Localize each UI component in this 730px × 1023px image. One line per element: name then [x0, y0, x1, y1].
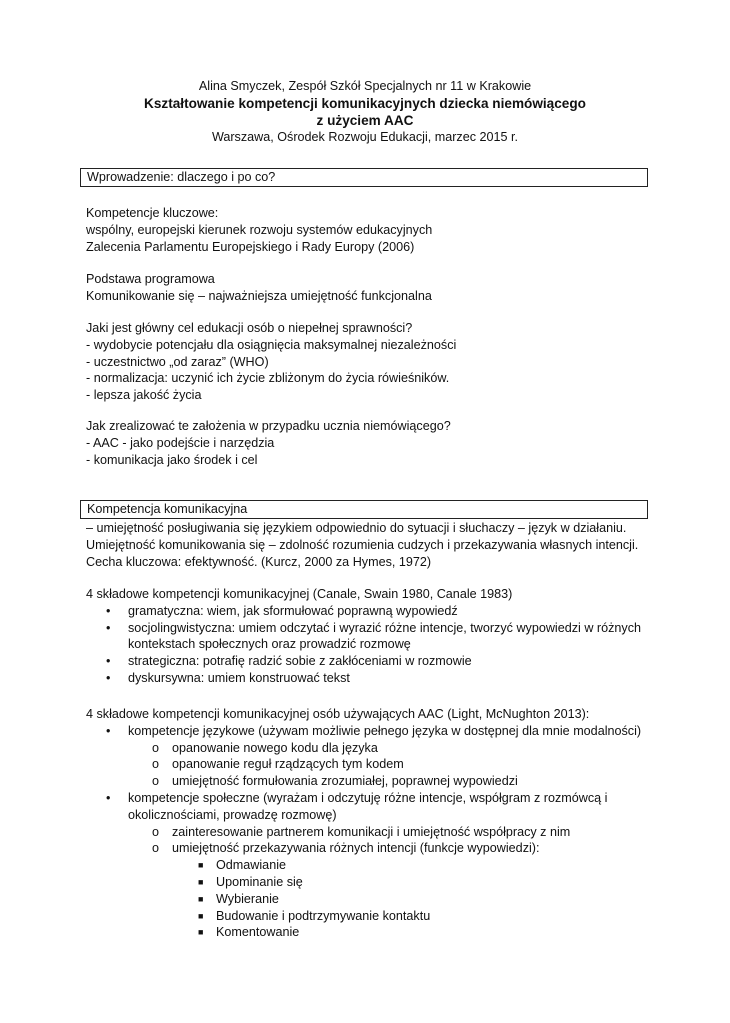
list-item-continued: kontekstach społecznych oraz prowadzić rozmowę — [128, 637, 411, 652]
document-header — [0, 78, 730, 146]
bullet-marker: • — [106, 670, 111, 685]
realization-paragraph — [86, 418, 676, 468]
function-item: ■ Odmawianie — [198, 858, 286, 873]
square-marker: ■ — [198, 927, 204, 938]
aac-components — [86, 706, 676, 941]
aac-list — [86, 723, 676, 941]
bullet-marker: • — [106, 620, 111, 635]
circle-marker: o — [152, 824, 160, 839]
square-marker: ■ — [198, 910, 204, 921]
circle-marker: o — [152, 757, 160, 772]
education-goal-paragraph — [86, 320, 676, 404]
list-item: • strategiczna: potrafię radzić sobie z zakłóceniami w rozmowie — [106, 654, 472, 669]
square-marker: ■ — [198, 893, 204, 904]
circle-marker: o — [152, 774, 160, 789]
section-heading-communicative-competence: Kompetencja komunikacyjna — [80, 500, 648, 519]
list-item: • socjolingwistyczna: umiem odczytać i wyrazić różne intencje, tworzyć wypowiedzi w różnych — [106, 620, 642, 635]
paragraph-line: Jaki jest główny cel edukacji osób o niepełnej sprawności? — [86, 321, 413, 335]
bullet-marker: • — [106, 654, 111, 669]
sub-list-item: o zainteresowanie partnerem komunikacji i umiejętność współpracy z nim — [152, 824, 571, 839]
paragraph-line: Umiejętność komunikowania się – zdolność rozumienia cudzych i przekazywania własnych intencji. — [86, 537, 639, 552]
paragraph-line: - AAC - jako podejście i narzędzia — [86, 435, 275, 450]
canale-components — [86, 586, 676, 687]
paragraph-line: – umiejętność posługiwania się językiem odpowiednio do sytuacji i słuchaczy – język w działaniu. — [86, 521, 627, 535]
square-marker: ■ — [198, 860, 204, 871]
curriculum-paragraph — [86, 271, 676, 305]
list-item: • gramatyczna: wiem, jak sformułować poprawną wypowiedź — [106, 603, 458, 618]
sub-list-item: o umiejętność przekazywania różnych intencji (funkcje wypowiedzi): — [152, 841, 540, 856]
paragraph-line: - wydobycie potencjału dla osiągnięcia maksymalnej niezależności — [86, 337, 457, 352]
paragraph-line: - uczestnictwo „od zaraz” (WHO) — [86, 354, 269, 369]
paragraph-line: wspólny, europejski kierunek rozwoju systemów edukacyjnych — [86, 222, 433, 237]
paragraph-line: - komunikacja jako środek i cel — [86, 452, 258, 467]
list-item: • dyskursywna: umiem konstruować tekst — [106, 670, 350, 685]
function-item: ■ Komentowanie — [198, 925, 300, 940]
circle-marker: o — [152, 841, 160, 856]
paragraph-line: Zalecenia Parlamentu Europejskiego i Rady Europy (2006) — [86, 239, 415, 254]
function-item: ■ Wybieranie — [198, 891, 279, 906]
list-title: 4 składowe kompetencji komunikacyjnej osób używających AAC (Light, McNughton 2013): — [86, 707, 590, 721]
paragraph-line: Cecha kluczowa: efektywność. (Kurcz, 2000 za Hymes, 1972) — [86, 554, 432, 569]
paragraph-line: Jak zrealizować te założenia w przypadku ucznia niemówiącego? — [86, 419, 451, 433]
function-item: ■ Upominanie się — [198, 874, 303, 889]
paragraph-line: Komunikowanie się – najważniejsza umiejętność funkcjonalna — [86, 288, 432, 303]
section-heading-introduction: Wprowadzenie: dlaczego i po co? — [80, 168, 648, 187]
sub-list-item: o opanowanie nowego kodu dla języka — [152, 740, 378, 755]
paragraph-line: Kompetencje kluczowe: — [86, 206, 219, 220]
document-title: Kształtowanie kompetencji komunikacyjnych dziecka niemówiącego — [144, 96, 586, 111]
key-competences-paragraph — [86, 205, 676, 255]
function-item: ■ Budowanie i podtrzymywanie kontaktu — [198, 908, 431, 923]
list-item-continued: okolicznościami, prowadzę rozmowę) — [128, 807, 337, 822]
canale-list — [86, 603, 676, 687]
list-item: • kompetencje językowe (używam możliwie pełnego języka w dostępnej dla mnie modalności) — [106, 723, 642, 738]
circle-marker: o — [152, 740, 160, 755]
publication-line: Warszawa, Ośrodek Rozwoju Edukacji, marzec 2015 r. — [211, 130, 519, 144]
paragraph-line: - normalizacja: uczynić ich życie zbliżonym do życia rówieśników. — [86, 371, 450, 386]
list-title: 4 składowe kompetencji komunikacyjnej (Canale, Swain 1980, Canale 1983) — [86, 587, 513, 601]
paragraph-line: Podstawa programowa — [86, 272, 215, 286]
document-title-continued: z użyciem AAC — [316, 113, 414, 128]
author-line: Alina Smyczek, Zespół Szkół Specjalnych nr 11 w Krakowie — [198, 79, 532, 93]
sub-list-item: o umiejętność formułowania zrozumiałej, poprawnej wypowiedzi — [152, 774, 518, 789]
definition-paragraph — [86, 520, 676, 570]
bullet-marker: • — [106, 790, 111, 805]
list-item: • kompetencje społeczne (wyrażam i odczytuję różne intencje, współgram z rozmówcą i — [106, 790, 608, 805]
square-marker: ■ — [198, 876, 204, 887]
bullet-marker: • — [106, 723, 111, 738]
sub-list-item: o opanowanie reguł rządzących tym kodem — [152, 757, 404, 772]
bullet-marker: • — [106, 603, 111, 618]
paragraph-line: - lepsza jakość życia — [86, 388, 202, 403]
